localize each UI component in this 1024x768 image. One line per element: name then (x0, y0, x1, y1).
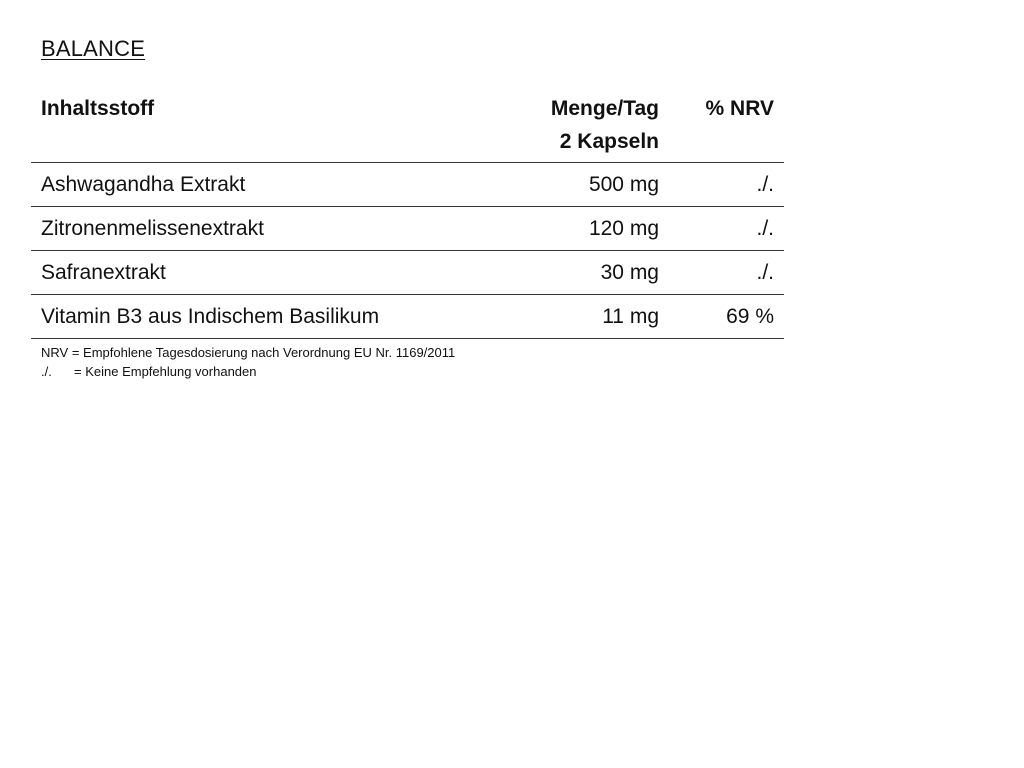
table-header (31, 92, 784, 163)
footnote-no-recommendation (41, 362, 455, 381)
footnote-nrv: NRV = Empfohlene Tagesdosierung nach Verordnung EU Nr. 1169/2011 (41, 345, 456, 360)
cell-ingredient: Vitamin B3 aus Indischem Basilikum (41, 304, 380, 328)
table-row (31, 251, 784, 295)
table-row (31, 207, 784, 251)
footnotes (41, 343, 455, 381)
cell-amount: 120 mg (588, 216, 659, 240)
header-amount-line2: 2 Kapseln (559, 130, 659, 153)
header-amount-line1: Menge/Tag (550, 97, 659, 120)
cell-amount: 500 mg (588, 172, 659, 196)
header-amount (491, 92, 659, 162)
cell-nrv: ./. (756, 260, 774, 284)
cell-amount: 11 mg (602, 304, 659, 328)
cell-amount: 30 mg (600, 260, 659, 284)
cell-nrv: ./. (756, 172, 774, 196)
cell-ingredient: Safranextrakt (41, 260, 166, 284)
table-row (31, 295, 784, 339)
cell-ingredient: Ashwagandha Extrakt (41, 172, 246, 196)
header-nrv: % NRV (705, 97, 774, 120)
nutrition-table (31, 92, 784, 339)
table-row (31, 163, 784, 207)
footnote-symbol: ./. (41, 364, 52, 379)
cell-nrv: ./. (756, 216, 774, 240)
header-ingredient: Inhaltsstoff (41, 97, 155, 120)
product-title: BALANCE (41, 36, 146, 61)
cell-nrv: 69 % (726, 304, 774, 328)
cell-ingredient: Zitronenmelissenextrakt (41, 216, 264, 240)
footnote-text: = Keine Empfehlung vorhanden (74, 364, 257, 379)
